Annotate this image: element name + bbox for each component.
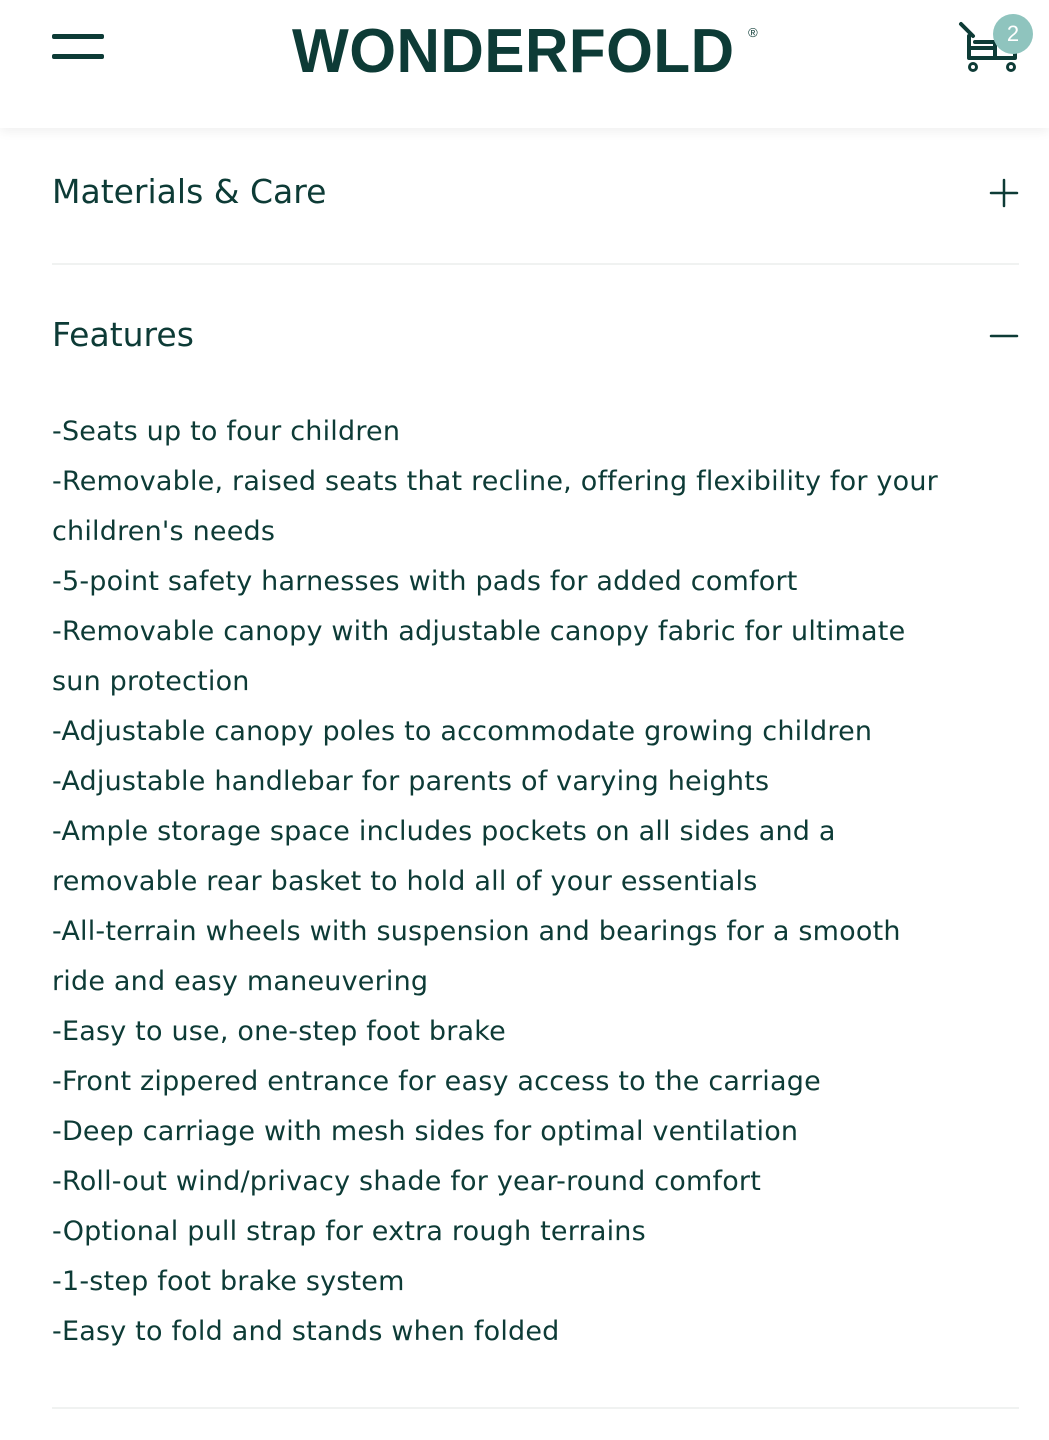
accordion-divider — [52, 1407, 1019, 1409]
accordion-materials-care[interactable] — [52, 172, 1019, 216]
feature-line: -Adjustable canopy poles to accommodate growing children — [52, 716, 873, 747]
feature-line: -1-step foot brake system — [52, 1266, 405, 1297]
feature-line: -Easy to fold and stands when folded — [52, 1316, 560, 1347]
brand-logo[interactable] — [292, 16, 782, 88]
logo-wordmark: WONDERFOLD — [292, 17, 735, 86]
feature-line: -All-terrain wheels with suspension and bearings for a smooth — [52, 916, 901, 947]
feature-line: -Easy to use, one-step foot brake — [52, 1016, 506, 1047]
feature-line: -Optional pull strap for extra rough terrains — [52, 1216, 646, 1247]
minus-icon[interactable] — [989, 321, 1019, 351]
feature-line: sun protection — [52, 666, 250, 697]
accordion-title: Materials & Care — [52, 172, 327, 211]
cart-button[interactable] — [955, 14, 1035, 78]
feature-line: ride and easy maneuvering — [52, 966, 429, 997]
feature-line: -Adjustable handlebar for parents of varying heights — [52, 766, 770, 797]
feature-line: -Roll-out wind/privacy shade for year-round comfort — [52, 1166, 762, 1197]
cart-count-badge: 2 — [993, 14, 1033, 54]
accordion-title: Features — [52, 315, 194, 354]
feature-line: -Front zippered entrance for easy access to the carriage — [52, 1066, 821, 1097]
accordion-divider — [52, 263, 1019, 265]
feature-line: -5-point safety harnesses with pads for added comfort — [52, 566, 798, 597]
feature-line: -Removable canopy with adjustable canopy fabric for ultimate — [52, 616, 906, 647]
feature-line: children's needs — [52, 516, 276, 547]
feature-line: -Ample storage space includes pockets on all sides and a — [52, 816, 836, 847]
hamburger-menu-icon-bar — [52, 34, 104, 39]
accordion-features[interactable] — [52, 315, 1019, 359]
feature-line: -Deep carriage with mesh sides for optimal ventilation — [52, 1116, 799, 1147]
site-header — [0, 0, 1049, 128]
plus-icon[interactable] — [989, 178, 1019, 208]
feature-line: -Seats up to four children — [52, 416, 401, 447]
hamburger-menu-icon-bar — [52, 54, 104, 59]
feature-line: -Removable, raised seats that recline, offering flexibility for your — [52, 466, 938, 497]
feature-line: removable rear basket to hold all of your essentials — [52, 866, 758, 897]
hamburger-menu-button[interactable] — [52, 28, 106, 68]
registered-mark: ® — [748, 25, 758, 40]
features-list — [52, 407, 1019, 1357]
